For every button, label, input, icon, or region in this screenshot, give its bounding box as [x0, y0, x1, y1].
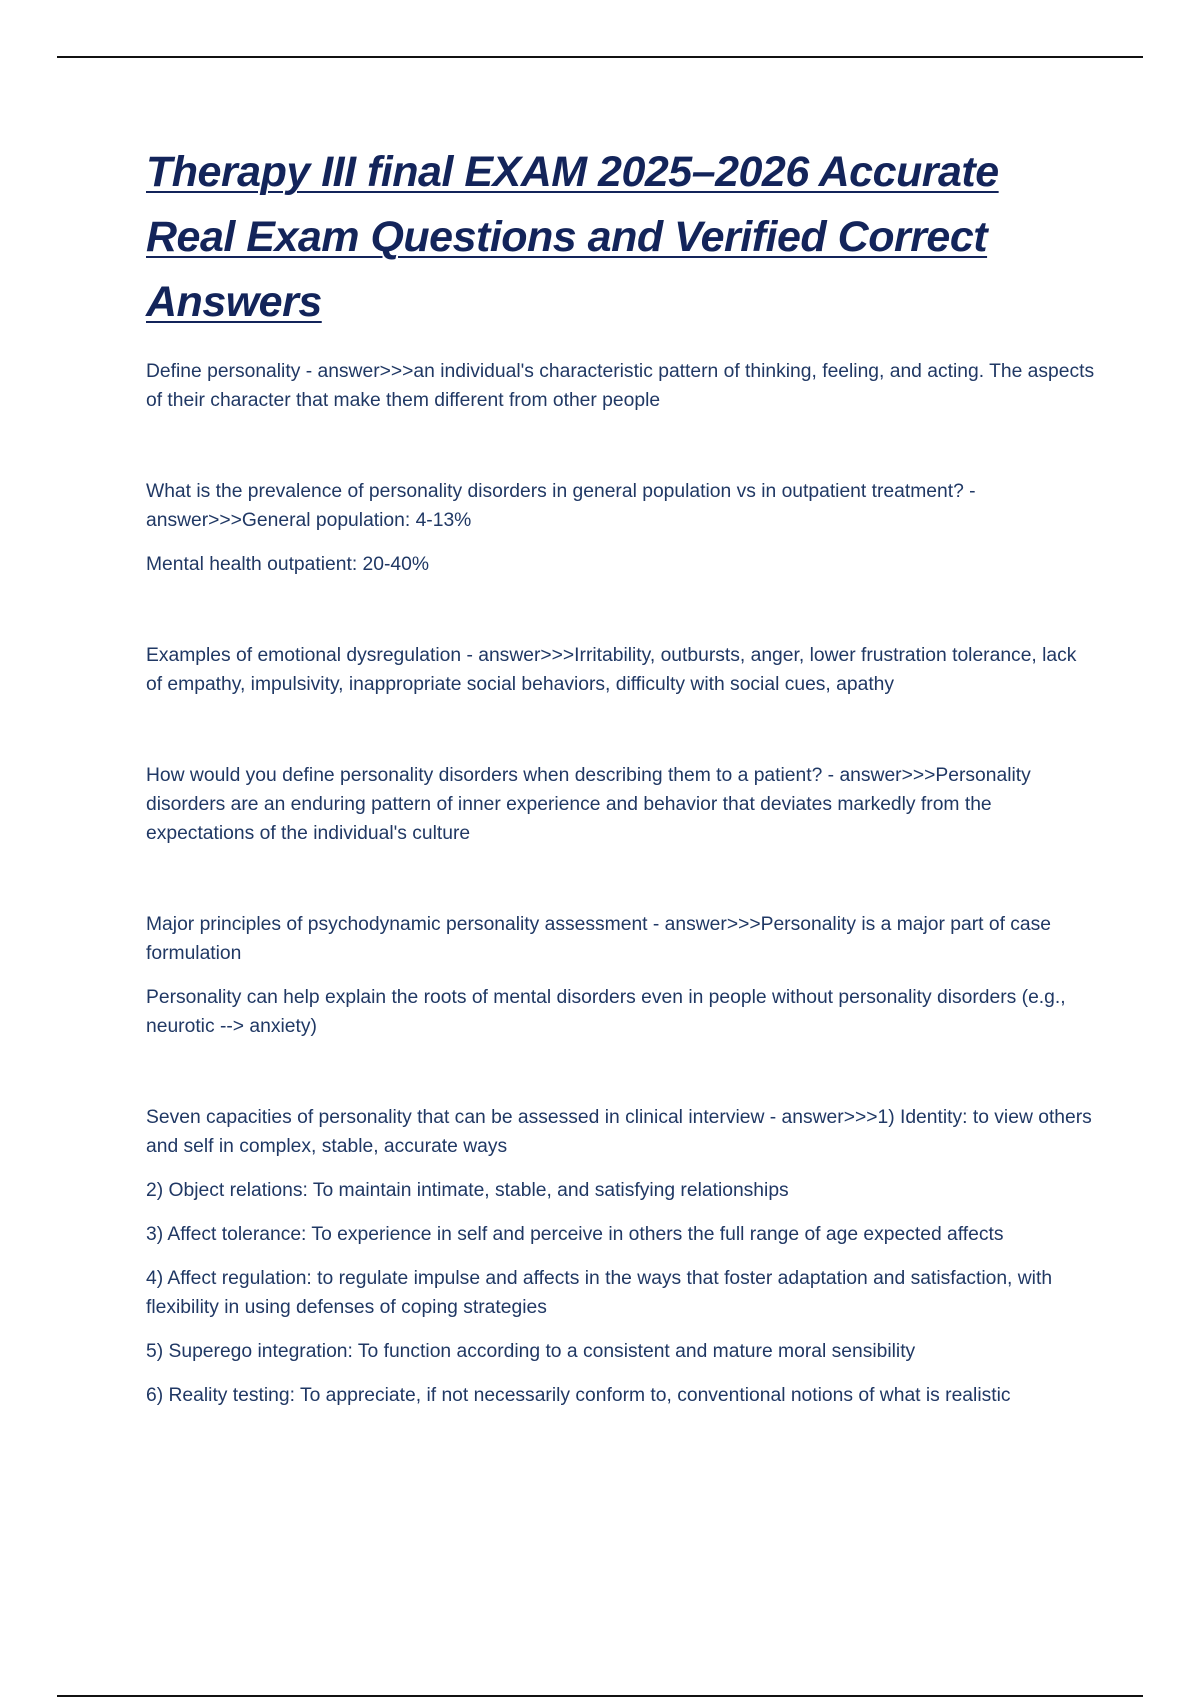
- qa-paragraph: Define personality - answer>>>an individual's characteristic pattern of thinking, feeling, and acting. The aspects of their character that make them different from other people: [146, 361, 1095, 411]
- qa-paragraph: Major principles of psychodynamic personality assessment - answer>>>Personality is a major part of case formulation: [146, 914, 1052, 964]
- qa-paragraph: 4) Affect regulation: to regulate impulse and affects in the ways that foster adaptation and satisfaction, with flexibility in using defenses of coping strategies: [146, 1268, 1053, 1318]
- qa-paragraph: Personality can help explain the roots of mental disorders even in people without personality disorders (e.g., neurotic --> anxiety): [146, 987, 1066, 1037]
- qa-paragraph: 3) Affect tolerance: To experience in self and perceive in others the full range of age expected affects: [146, 1224, 1004, 1245]
- qa-paragraph: 6) Reality testing: To appreciate, if not necessarily conform to, conventional notions of what is realistic: [146, 1385, 1011, 1406]
- qa-item: [146, 641, 1096, 699]
- qa-paragraph: How would you define personality disorders when describing them to a patient? - answer>>>Personality disorders are an enduring pattern of inner experience and behavior that deviates markedly from the expectations of the individual's culture: [146, 765, 1031, 844]
- qa-item: [146, 357, 1096, 415]
- qa-item: [146, 910, 1096, 1041]
- qa-paragraph: Examples of emotional dysregulation - answer>>>Irritability, outbursts, anger, lower frustration tolerance, lack of empathy, impulsivity, inappropriate social behaviors, difficulty with social cues, apathy: [146, 645, 1077, 695]
- bottom-rule: [57, 1695, 1143, 1697]
- qa-paragraph: Seven capacities of personality that can be assessed in clinical interview - answer>>>1) Identity: to view others and self in complex, stable, accurate ways: [146, 1107, 1092, 1157]
- qa-item: [146, 477, 1096, 579]
- document-title: Therapy III final EXAM 2025–2026 Accurate Real Exam Questions and Verified Correct Answers: [146, 148, 999, 326]
- qa-paragraph: 2) Object relations: To maintain intimate, stable, and satisfying relationships: [146, 1180, 789, 1201]
- qa-paragraph: 5) Superego integration: To function according to a consistent and mature moral sensibility: [146, 1341, 916, 1362]
- qa-paragraph: Mental health outpatient: 20-40%: [146, 554, 429, 575]
- qa-paragraph: What is the prevalence of personality disorders in general population vs in outpatient treatment? - answer>>>General population: 4-13%: [146, 481, 976, 531]
- qa-item: [146, 1103, 1096, 1410]
- top-rule: [57, 56, 1143, 58]
- document-body: [146, 140, 1096, 1410]
- qa-item: [146, 761, 1096, 848]
